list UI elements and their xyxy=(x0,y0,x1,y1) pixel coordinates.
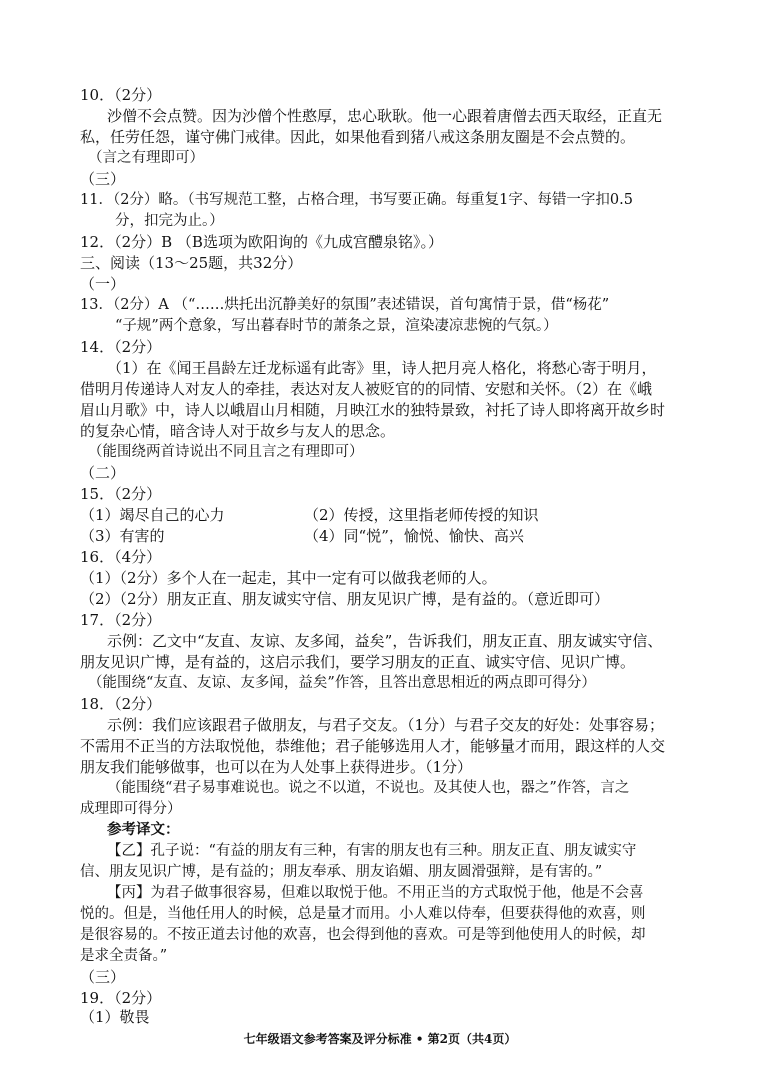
subsection-two-label: （二） xyxy=(80,464,126,482)
subsection-three-label: （三） xyxy=(80,968,126,986)
q18-example-line: 朋友我们能够做事，也可以在为人处事上获得进步。（1分） xyxy=(80,758,473,776)
q15-item-4: （4）同“悦”，愉悦、愉快、高兴 xyxy=(304,527,524,545)
q16-item-1: （1）（2分）多个人在一起走，其中一定有可以做我老师的人。 xyxy=(80,569,497,587)
q15-item-2: （2）传授，这里指老师传授的知识 xyxy=(304,506,539,524)
q15-heading: 15．（2分） xyxy=(80,485,162,503)
q15-item-3: （3）有害的 xyxy=(80,527,165,545)
q13-continuation: “子规”两个意象，写出暮春时节的萧条之景，渲染凄凉悲惋的气氛。） xyxy=(115,318,558,334)
q14-answer-line: 借明月传递诗人对友人的牵挂，表达对友人被贬官的的同情、安慰和关怀。（2）在《峨 xyxy=(80,380,653,398)
q14-answer-line: 眉山月歌》中，诗人以峨眉山月相随，月映江水的独特景致，衬托了诗人即将离开故乡时 xyxy=(80,401,666,419)
q11-continuation: 分，扣完为止。） xyxy=(115,213,224,229)
q14-answer-line: 的复杂心情，暗含诗人对于故乡与友人的思念。 xyxy=(80,422,396,440)
q11-heading: 11．（2分）略。（书写规范工整，占格合理，书写要正确。每重复1字、每错一字扣0.5 xyxy=(80,192,633,208)
translation-yi-line: 信、朋友见识广博，是有益的；朋友奉承、朋友谄媚、朋友圆滑强辩，是有害的。” xyxy=(80,864,603,880)
q17-scoring-note: （能围绕“友直、友谅、友多闻，益矣”作答，且答出意思相近的两点即可得分） xyxy=(88,675,596,691)
q14-heading: 14．（2分） xyxy=(80,338,162,356)
q14-scoring-note: （能围绕两首诗说出不同且言之有理即可） xyxy=(88,444,364,460)
translation-bing-line: 【丙】为君子做事很容易，但难以取悦于他。不用正当的方式取悦于他，他是不会喜 xyxy=(107,885,644,901)
q13-answer: 13．（2分）A （“……烘托出沉静美好的氛围”表述错误，首句寓情于景，借“杨花” xyxy=(80,297,610,313)
q18-example-line: 示例：我们应该跟君子做朋友，与君子交友。（1分）与君子交友的好处：处事容易； xyxy=(107,716,665,734)
q17-example-line: 示例：乙文中“友直、友谅、友多闻，益矣”，告诉我们，朋友正直、朋友诚实守信、 xyxy=(107,632,663,650)
q10-answer-line: 沙僧不会点赞。因为沙僧个性憨厚，忠心耿耿。他一心跟着唐僧去西天取经，正直无 xyxy=(107,107,663,125)
q19-item-1: （1）敬畏 xyxy=(80,1008,150,1026)
q16-heading: 16．（4分） xyxy=(80,548,162,566)
translation-bing-line: 是很容易的。不按正道去讨他的欢喜，也会得到他的喜欢。可是等到他使用人的时候，却 xyxy=(80,927,646,943)
q12-answer: 12．（2分）B （B选项为欧阳询的《九成宫醴泉铭》。） xyxy=(80,233,443,251)
subsection-one-label: （一） xyxy=(80,275,126,293)
translation-bing-line: 悦的。但是，当他任用人的时候，总是量才而用。小人难以侍奉，但要获得他的欢喜，则 xyxy=(80,906,646,922)
q14-answer-line: （1）在《闻王昌龄左迁龙标遥有此寄》里，诗人把月亮人格化，将愁心寄于明月， xyxy=(107,359,657,377)
q16-item-2: （2）（2分）朋友正直、朋友诚实守信、朋友见识广博，是有益的。（意近即可） xyxy=(80,590,610,608)
q18-example-line: 不需用不正当的方法取悦他，恭维他；君子能够选用人才，能够量才而用，跟这样的人交 xyxy=(80,737,666,755)
q10-answer-line: 私，任劳任怨，谨守佛门戒律。因此，如果他看到猪八戒这条朋友圈是不会点赞的。 xyxy=(80,128,636,146)
q10-scoring-note: （言之有理即可） xyxy=(88,150,204,166)
q19-heading: 19．（2分） xyxy=(80,989,162,1007)
q18-scoring-note: （能围绕“君子易事难说也。说之不以道，不说也。及其使人也，器之”作答，言之 xyxy=(107,780,630,796)
translation-bing-line: 是求全责备。” xyxy=(80,948,168,964)
q10-heading: 10．（2分） xyxy=(80,86,162,104)
reference-translation-heading: 参考译文： xyxy=(107,821,180,838)
page-footer: 七年级语文参考答案及评分标准 • 第2页（共4页） xyxy=(243,1032,517,1046)
reading-section-title: 三、阅读（13～25题，共32分） xyxy=(80,254,303,272)
q18-heading: 18．（2分） xyxy=(80,695,162,713)
q18-scoring-note: 成理即可得分） xyxy=(80,801,182,817)
q15-item-1: （1）竭尽自己的心力 xyxy=(80,506,225,524)
q17-heading: 17．（2分） xyxy=(80,611,162,629)
translation-yi-line: 【乙】孔子说：“有益的朋友有三种，有害的朋友也有三种。朋友正直、朋友诚实守 xyxy=(107,843,637,859)
section-three-label: （三） xyxy=(80,170,126,188)
q17-example-line: 朋友见识广博，是有益的，这启示我们，要学习朋友的正直、诚实守信、见识广博。 xyxy=(80,653,636,671)
